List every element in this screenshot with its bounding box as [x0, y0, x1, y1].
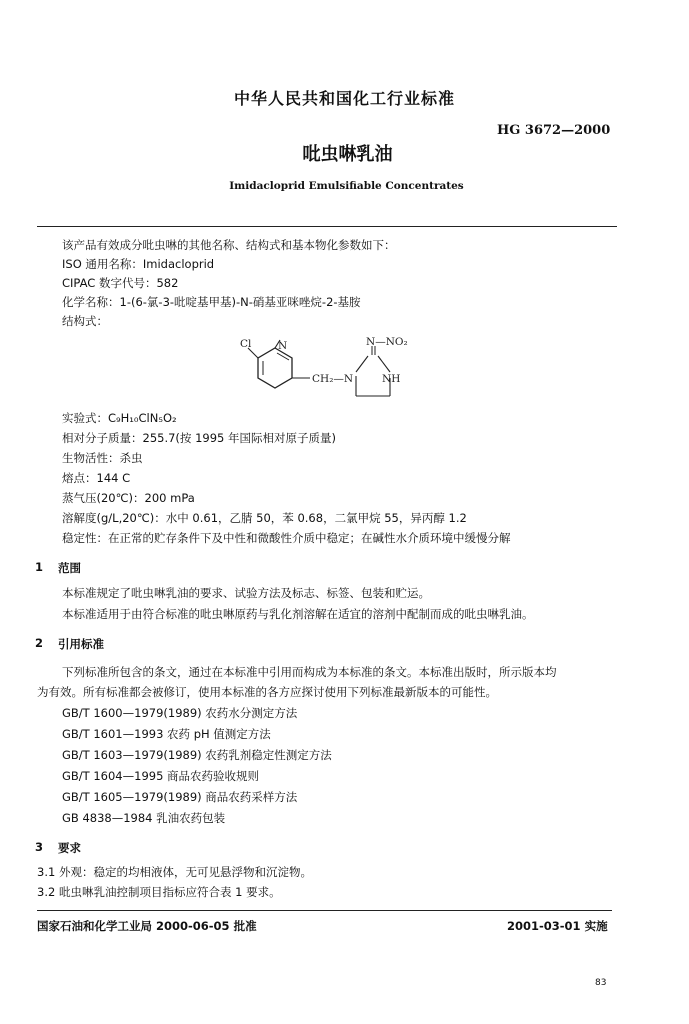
- property-melting-point: 熔点：144 C: [62, 471, 131, 485]
- iso-name: ISO 通用名称：Imidacloprid: [62, 257, 215, 271]
- section-1-number: 1: [35, 560, 44, 574]
- structural-formula: [230, 330, 430, 412]
- reference-item: GB/T 1600—1979(1989) 农药水分测定方法: [62, 706, 298, 720]
- reference-item: GB/T 1603—1979(1989) 农药乳剂稳定性测定方法: [62, 748, 332, 762]
- requirement-3-2: 3.2 吡虫啉乳油控制项目指标应符合表 1 要求。: [37, 885, 281, 899]
- reference-item: GB 4838—1984 乳油农药包装: [62, 811, 226, 825]
- property-solubility: 溶解度(g/L,20℃)：水中 0.61，乙腈 50，苯 0.68，二氯甲烷 55，异丙醇 1.2: [62, 511, 467, 525]
- property-molecular-mass: 相对分子质量：255.7(按 1995 年国际相对原子质量): [62, 431, 336, 445]
- document-title: 吡虫啉乳油: [302, 144, 393, 165]
- issuing-body-line: 中华人民共和国化工行业标准: [233, 89, 455, 108]
- section-2-para-line-1: 下列标准所包含的条文，通过在本标准中引用而构成为本标准的条文。本标准出版时，所示版本均: [62, 665, 557, 679]
- property-vapor-pressure: 蒸气压(20℃)：200 mPa: [62, 491, 195, 505]
- section-3-title: 要求: [58, 841, 81, 855]
- header-divider: [37, 226, 617, 227]
- section-3-number: 3: [35, 840, 44, 854]
- english-subtitle: Imidacloprid Emulsifiable Concentrates: [229, 180, 464, 192]
- footer-divider: [37, 910, 612, 911]
- structure-label: 结构式：: [62, 314, 108, 328]
- property-formula: 实验式：C₉H₁₀ClN₅O₂: [62, 411, 177, 425]
- property-bioactivity: 生物活性：杀虫: [62, 451, 143, 465]
- property-stability: 稳定性：在正常的贮存条件下及中性和微酸性介质中稳定；在碱性水介质环境中缓慢分解: [62, 531, 511, 545]
- chlorine-label: Cl: [240, 338, 252, 350]
- section-2-title: 引用标准: [58, 637, 104, 651]
- intro-lead: 该产品有效成分吡虫啉的其他名称、结构式和基本物化参数如下：: [62, 238, 396, 252]
- reference-item: GB/T 1604—1995 商品农药验收规则: [62, 769, 260, 783]
- chemical-name: 化学名称：1-(6-氯-3-吡啶基甲基)-N-硝基亚咪唑烷-2-基胺: [62, 295, 361, 309]
- reference-item: GB/T 1601—1993 农药 pH 值测定方法: [62, 727, 271, 741]
- requirement-3-1: 3.1 外观：稳定的均相液体，无可见悬浮物和沉淀物。: [37, 865, 312, 879]
- amine-label: NH: [382, 373, 401, 385]
- implementation-date: 2001-03-01 实施: [507, 919, 608, 933]
- nitroimine-label: N—NO₂: [366, 336, 408, 348]
- ring-nitrogen-label: N: [278, 340, 288, 352]
- section-1-para-1: 本标准规定了吡虫啉乳油的要求、试验方法及标志、标签、包装和贮运。: [62, 586, 430, 600]
- page-number: 83: [595, 978, 607, 988]
- approval-date: 国家石油和化学工业局 2000-06-05 批准: [37, 919, 257, 933]
- section-1-para-2: 本标准适用于由符合标准的吡虫啉原药与乳化剂溶解在适宜的溶剂中配制而成的吡虫啉乳油。: [62, 607, 534, 621]
- standard-number: HG 3672—2000: [497, 123, 611, 138]
- section-2-para-line-2: 为有效。所有标准都会被修订，使用本标准的各方应探讨使用下列标准最新版本的可能性。: [37, 685, 497, 699]
- section-1-title: 范围: [58, 561, 81, 575]
- reference-item: GB/T 1605—1979(1989) 商品农药采样方法: [62, 790, 298, 804]
- cipac-code: CIPAC 数字代号：582: [62, 276, 179, 290]
- section-2-number: 2: [35, 636, 44, 650]
- methylene-label: CH₂—N: [312, 373, 354, 385]
